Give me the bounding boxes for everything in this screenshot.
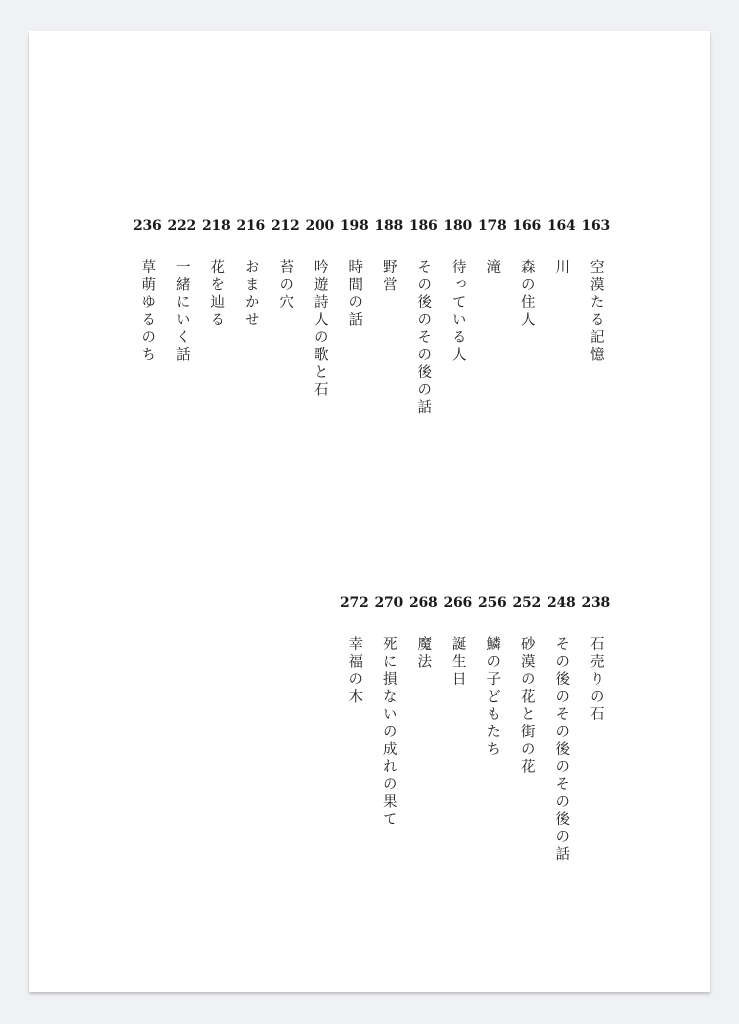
toc-entry [579,215,614,417]
toc-entry [510,592,545,864]
toc-page-number: 222 [167,218,197,234]
toc-entry [337,215,372,417]
toc-title: 空漠たる記憶 [587,259,604,364]
toc-entry [475,215,510,417]
toc-page-number: 268 [408,595,438,611]
document-page [29,31,710,992]
toc-title: 川 [553,259,570,277]
toc-title: 苔の穴 [277,259,294,312]
toc-title: 誕生日 [449,636,466,689]
toc-title: 花を辿る [208,259,225,329]
toc-entry [303,215,338,417]
toc-page-number: 256 [477,595,507,611]
toc-page-number: 178 [477,218,507,234]
toc-entry [441,215,476,417]
toc-title: 滝 [484,259,501,277]
toc-block-1 [130,215,613,417]
toc-page-number: 188 [374,218,404,234]
toc-page-number: 212 [270,218,300,234]
toc-title: 石売りの石 [587,636,604,724]
toc-page-number: 166 [512,218,542,234]
toc-page-number: 186 [408,218,438,234]
toc-page-number: 252 [512,595,542,611]
toc-entry [372,592,407,864]
toc-entry [544,215,579,417]
toc-page-number: 216 [236,218,266,234]
toc-entry [234,215,269,417]
toc-title: おまかせ [242,259,259,329]
toc-page-number: 236 [132,218,162,234]
toc-entry [406,215,441,417]
toc-title: 吟遊詩人の歌と石 [311,259,328,399]
toc-page-number: 238 [581,595,611,611]
toc-page-number: 164 [546,218,576,234]
toc-page-number: 266 [443,595,473,611]
toc-title: 死に損ないの成れの果て [380,636,397,829]
toc-title: 魔法 [415,636,432,671]
toc-title: 一緒にいく話 [173,259,190,364]
toc-entry [199,215,234,417]
toc-entry [579,592,614,864]
toc-title: 幸福の木 [346,636,363,706]
toc-entry [544,592,579,864]
toc-page-number: 270 [374,595,404,611]
toc-title: 野営 [380,259,397,294]
toc-entry [337,592,372,864]
toc-entry [165,215,200,417]
toc-page-number: 200 [305,218,335,234]
toc-page-number: 248 [546,595,576,611]
toc-page-number: 163 [581,218,611,234]
toc-page-number: 180 [443,218,473,234]
toc-block-2 [337,592,613,864]
toc-entry [475,592,510,864]
toc-entry [441,592,476,864]
toc-title: 森の住人 [518,259,535,329]
toc-title: その後のその後のその後の話 [553,636,570,864]
toc-title: 砂漠の花と街の花 [518,636,535,776]
toc-title: 鱗の子どもたち [484,636,501,759]
toc-entry [268,215,303,417]
toc-entry [510,215,545,417]
toc-title: 草萌ゆるのち [139,259,156,364]
toc-entry [130,215,165,417]
toc-page-number: 198 [339,218,369,234]
toc-title: 待っている人 [449,259,466,364]
toc-page-number: 218 [201,218,231,234]
toc-entry [406,592,441,864]
toc-title: その後のその後の話 [415,259,432,417]
toc-entry [372,215,407,417]
toc-title: 時間の話 [346,259,363,329]
toc-page-number: 272 [339,595,369,611]
